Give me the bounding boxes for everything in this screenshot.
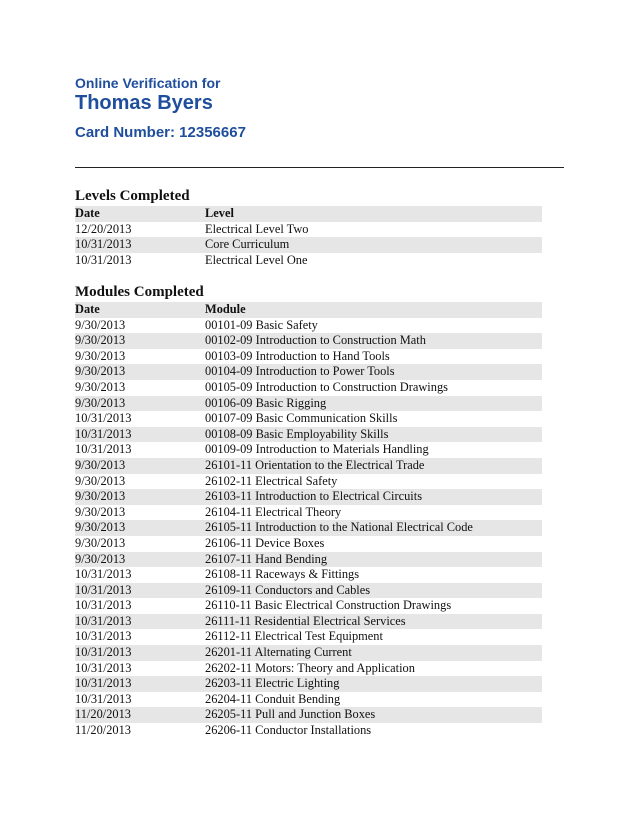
row-level: Electrical Level One	[205, 252, 308, 267]
holder-name: Thomas Byers	[75, 92, 213, 114]
table-row	[75, 536, 542, 552]
row-date: 10/31/2013	[75, 676, 132, 691]
row-module: 00108-09 Basic Employability Skills	[205, 426, 389, 441]
table-row	[75, 505, 542, 521]
row-module: 00103-09 Introduction to Hand Tools	[205, 348, 390, 363]
table-row	[75, 222, 542, 238]
row-module: 26202-11 Motors: Theory and Application	[205, 660, 415, 675]
table-row	[75, 489, 542, 505]
row-module: 26205-11 Pull and Junction Boxes	[205, 707, 376, 722]
row-module: 00104-09 Introduction to Power Tools	[205, 364, 395, 379]
card-number: Card Number: 12356667	[75, 124, 246, 141]
row-date: 10/31/2013	[75, 252, 132, 267]
row-module: 26104-11 Electrical Theory	[205, 504, 342, 519]
row-date: 9/30/2013	[75, 364, 126, 379]
table-header-row	[75, 302, 542, 318]
row-module: 00106-09 Basic Rigging	[205, 395, 327, 410]
row-module: 26106-11 Device Boxes	[205, 535, 325, 550]
row-module: 26203-11 Electric Lighting	[205, 676, 340, 691]
table-row	[75, 692, 542, 708]
row-date: 10/31/2013	[75, 237, 132, 252]
table-row	[75, 583, 542, 599]
table-row	[75, 723, 542, 739]
table-row	[75, 380, 542, 396]
table-row	[75, 349, 542, 365]
row-module: 00107-09 Basic Communication Skills	[205, 411, 398, 426]
table-row	[75, 629, 542, 645]
modules-section-title: Modules Completed	[75, 284, 204, 300]
column-header-date: Date	[75, 206, 100, 220]
row-module: 26108-11 Raceways & Fittings	[205, 567, 360, 582]
row-date: 9/30/2013	[75, 379, 126, 394]
row-date: 12/20/2013	[75, 221, 132, 236]
row-date: 9/30/2013	[75, 504, 126, 519]
row-module: 26101-11 Orientation to the Electrical Trade	[205, 457, 425, 472]
divider-line	[75, 167, 564, 168]
row-date: 11/20/2013	[75, 723, 131, 738]
row-date: 9/30/2013	[75, 489, 126, 504]
table-header-row	[75, 206, 542, 222]
row-module: 26105-11 Introduction to the National Electrical Code	[205, 520, 473, 535]
row-date: 10/31/2013	[75, 598, 132, 613]
table-row	[75, 474, 542, 490]
column-header-level: Level	[205, 206, 234, 220]
row-date: 9/30/2013	[75, 473, 126, 488]
row-module: 00105-09 Introduction to Construction Drawings	[205, 379, 448, 394]
table-row	[75, 520, 542, 536]
row-date: 10/31/2013	[75, 629, 132, 644]
row-date: 9/30/2013	[75, 535, 126, 550]
row-date: 11/20/2013	[75, 707, 131, 722]
row-module: 26112-11 Electrical Test Equipment	[205, 629, 383, 644]
row-date: 9/30/2013	[75, 520, 126, 535]
table-row	[75, 567, 542, 583]
table-row	[75, 458, 542, 474]
row-date: 10/31/2013	[75, 567, 132, 582]
row-date: 10/31/2013	[75, 426, 132, 441]
row-module: 26103-11 Introduction to Electrical Circuits	[205, 489, 423, 504]
table-row	[75, 253, 542, 269]
row-module: 00101-09 Basic Safety	[205, 317, 318, 332]
levels-section-title: Levels Completed	[75, 188, 190, 204]
row-module: 26206-11 Conductor Installations	[205, 723, 372, 738]
verification-prefix: Online Verification for	[75, 75, 221, 91]
table-row	[75, 427, 542, 443]
modules-table	[75, 302, 542, 739]
row-date: 9/30/2013	[75, 551, 126, 566]
row-module: 26102-11 Electrical Safety	[205, 473, 338, 488]
row-date: 10/31/2013	[75, 645, 132, 660]
table-row	[75, 364, 542, 380]
table-row	[75, 396, 542, 412]
row-module: 26201-11 Alternating Current	[205, 645, 352, 660]
table-row	[75, 707, 542, 723]
table-row	[75, 237, 542, 253]
row-date: 9/30/2013	[75, 348, 126, 363]
row-module: 26111-11 Residential Electrical Services	[205, 613, 406, 628]
levels-table	[75, 206, 542, 268]
row-module: 00102-09 Introduction to Construction Math	[205, 333, 426, 348]
table-row	[75, 333, 542, 349]
row-date: 10/31/2013	[75, 613, 132, 628]
row-module: 26110-11 Basic Electrical Construction Drawings	[205, 598, 452, 613]
row-module: 00109-09 Introduction to Materials Handling	[205, 442, 429, 457]
table-row	[75, 614, 542, 630]
row-level: Core Curriculum	[205, 237, 290, 252]
column-header-date: Date	[75, 302, 100, 316]
row-date: 10/31/2013	[75, 660, 132, 675]
row-module: 26107-11 Hand Bending	[205, 551, 328, 566]
table-row	[75, 598, 542, 614]
table-row	[75, 442, 542, 458]
row-date: 9/30/2013	[75, 395, 126, 410]
row-date: 9/30/2013	[75, 457, 126, 472]
row-date: 9/30/2013	[75, 317, 126, 332]
table-row	[75, 411, 542, 427]
table-row	[75, 661, 542, 677]
row-date: 10/31/2013	[75, 411, 132, 426]
row-date: 10/31/2013	[75, 442, 132, 457]
table-row	[75, 645, 542, 661]
row-module: 26109-11 Conductors and Cables	[205, 582, 371, 597]
row-level: Electrical Level Two	[205, 221, 309, 236]
row-date: 9/30/2013	[75, 333, 126, 348]
table-row	[75, 318, 542, 334]
row-date: 10/31/2013	[75, 691, 132, 706]
row-date: 10/31/2013	[75, 582, 132, 597]
table-row	[75, 676, 542, 692]
column-header-module: Module	[205, 302, 246, 316]
table-row	[75, 552, 542, 568]
row-module: 26204-11 Conduit Bending	[205, 691, 341, 706]
